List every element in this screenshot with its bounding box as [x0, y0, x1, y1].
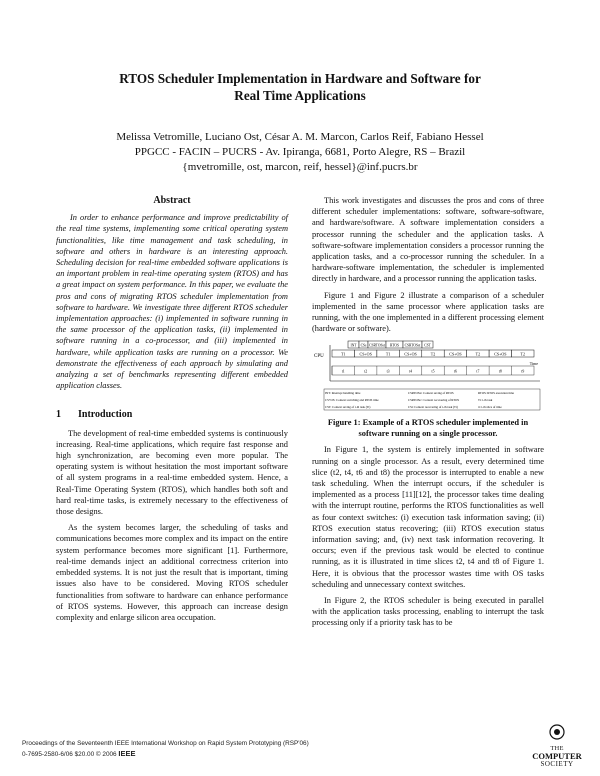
- abstract-heading: Abstract: [153, 195, 191, 206]
- legend-entry: ti: i-th slice of time: [478, 405, 502, 410]
- slice-label: t9: [521, 369, 525, 374]
- right-paragraph-4: In Figure 2, the RTOS scheduler is being executed in parallel with the application tasks processing, enabling to interrupt the task processing only if a priority task has to be: [312, 596, 544, 628]
- slice-label: t2: [364, 369, 368, 374]
- task-row-label: T1: [340, 351, 346, 357]
- task-row-label: CS+OS: [494, 351, 507, 357]
- task-row-label: CS+OS: [359, 351, 372, 357]
- slice-label: t6: [453, 369, 457, 374]
- legend-entry: RTOS: RTOS execution time: [478, 391, 515, 396]
- task-row-label: T2: [520, 351, 526, 357]
- title-line-2: Real Time Applications: [234, 88, 366, 103]
- authors: Melissa Vetromille, Luciano Ost, César A. M. Marcon, Carlos Reif, Fabiano Hessel: [116, 131, 484, 143]
- right-paragraph-2: Figure 1 and Figure 2 illustrate a comparison of a scheduler implemented in the same processor where application tasks are running, with the one implemented in a different processing element (hardware or software).: [312, 290, 544, 334]
- slice-label: t1: [341, 369, 345, 374]
- top-row-label: RTOS: [390, 343, 399, 348]
- figure-1: [312, 339, 544, 414]
- timeline-diagram: [312, 339, 544, 414]
- task-row-label: T1: [385, 351, 391, 357]
- footer-isbn: 0-7695-2580-6/06 $20.00 © 2006: [22, 751, 117, 758]
- task-row-label: CS+OS: [404, 351, 417, 357]
- paper-title: [40, 70, 560, 104]
- legend-entry: CSRTOSrc: Context recovering of RTOS: [408, 398, 460, 403]
- legend-entry: CS+OS: Context switching and RTOS time: [325, 398, 379, 403]
- emails: {mvetromille, ost, marcon, reif, hessel}@inf.pucrs.br: [182, 161, 418, 173]
- task-row-label: CS+OS: [449, 351, 462, 357]
- affiliation: PPGCC - FACIN – PUCRS - Av. Ipiranga, 6681, Porto Alegre, RS – Brazil: [134, 146, 466, 158]
- legend-entry: CSRTOSst: Context saving of RTOS: [408, 391, 454, 396]
- left-column: [56, 195, 288, 628]
- footer: [22, 739, 309, 760]
- author-block: [40, 130, 560, 175]
- slice-label: t4: [409, 369, 413, 374]
- top-row-label: CSs: [360, 343, 367, 348]
- section-number: 1: [56, 409, 61, 421]
- slice-label: t8: [498, 369, 502, 374]
- slice-label: t5: [431, 369, 435, 374]
- abstract-text: In order to enhance performance and improve predictability of the real time systems, implementing some critical operating system functionalities, like time management and task scheduling, in software and others in hardware is an interesting approach. Scheduling decision for real-time embedded software applications is an important problem in real-time operating system (RTOS) and has a great impact on system performance. In this paper, we evaluate the pros and cons of migrating RTOS scheduler implementation from software to hardware. We investigate three different RTOS scheduler implementation approaches: (i) implemented in software running in the same processor of the application tasks, (ii) implemented in software running in a co-processor, and (iii) implemented in hardware, while application tasks are running on a processor. We demonstrate the effectiveness of each approach by simulating and analyzing a set of benchmarks representing different embedded application classes.: [56, 213, 288, 391]
- task-row-label: T2: [475, 351, 481, 357]
- logo-text-computer: COMPUTER: [532, 751, 582, 761]
- legend-entry: CST: Context saving of i-th task (Ti): [325, 405, 371, 410]
- legend-entry: INT: Interrupt handling time: [325, 391, 361, 396]
- top-row-label: INT: [350, 343, 357, 348]
- computer-society-emblem-icon: [549, 724, 565, 740]
- section-title: Introduction: [78, 409, 133, 421]
- logo-text-the: THE: [550, 745, 564, 752]
- computer-society-logo: [532, 724, 582, 770]
- top-row-label: CSRTOSst: [404, 343, 421, 348]
- figure-caption: Figure 1: Example of a RTOS scheduler implemented in software running on a single processor.: [327, 418, 529, 439]
- slice-label: t7: [476, 369, 480, 374]
- y-axis-label: CPU: [314, 354, 324, 360]
- intro-paragraph-1: The development of real-time embedded systems is continuously increasing. Real-time applications, which require fast response and high synchronization, are becoming even more popular. The operating system is without hesitation the most important software of all system programs in a real-time embedded system. Hence, a Real-Time Operating System (RTOS), which handles both soft and hard real-time tasks, is extremely necessary to the effectiveness of those designs.: [56, 428, 288, 517]
- right-paragraph-1: This work investigates and discusses the pros and cons of three different scheduler implementations: software, software-software, and hardware/software. A software implementation considers a processor running the scheduler and the application tasks. A software-software implementation considers a processor running the application tasks, and a co-processor running the scheduler. In a hardware-software implementation, the scheduler is implemented directly in hardware, and a processor running the application tasks.: [312, 196, 544, 284]
- intro-paragraph-2: As the system becomes larger, the scheduling of tasks and communications becomes more complex and its impact on the entire system performance becomes more significant [1]. Furthermore, real-time demands inject an additional correctness criterion into embedded systems. It is not just the result that is important, timing issues also have to be considered. Moving RTOS scheduler functionalities from software to hardware can enhance performance of RTOS systems. However, this approach can increase design complexity and enlarge silicon area occupation.: [56, 523, 288, 622]
- slice-label: t3: [386, 369, 390, 374]
- top-row-label: CSRTOSst: [369, 343, 385, 348]
- legend-entry: CSi: Context recovering of i-th task (Ti): [408, 405, 458, 410]
- section-heading: [56, 409, 288, 420]
- right-column: [312, 195, 544, 634]
- right-paragraph-3: In Figure 1, the system is entirely implemented in software running on a single processor. As a result, every determined time slice (t2, t4, t6 and t8) the processor is interrupted to enable a new task scheduling. When the interrupt occurs, if the scheduler is implemented as a process [11][12], the processor takes time dealing with the interrupt routine, performs the RTOS functionalities as well as four context switches: (i) execution task information saving; (ii) RTOS execution status recovering; (iii) RTOS execution status information saving; and, (iv) next task information recovering. It occurs; even if the previous task would be elected to continue running, as it is illustrated in time slices t2, t4 and t8 of Figure 1. Here, it is obvious that the processor wastes time with OS tasks scheduling and unnecessary context switches.: [312, 445, 544, 589]
- task-row-label: T2: [430, 351, 436, 357]
- legend-entry: Ti: i-th task: [478, 398, 493, 403]
- top-row-label: CST: [424, 343, 431, 348]
- footer-proceedings: Proceedings of the Seventeenth IEEE International Workshop on Rapid System Prototyping (RSP'06): [22, 740, 309, 747]
- logo-text-society: SOCIETY: [540, 760, 574, 768]
- ieee-mark: IEEE: [118, 749, 136, 758]
- x-axis-label: Time: [529, 361, 538, 367]
- title-line-1: RTOS Scheduler Implementation in Hardware and Software for: [119, 71, 481, 86]
